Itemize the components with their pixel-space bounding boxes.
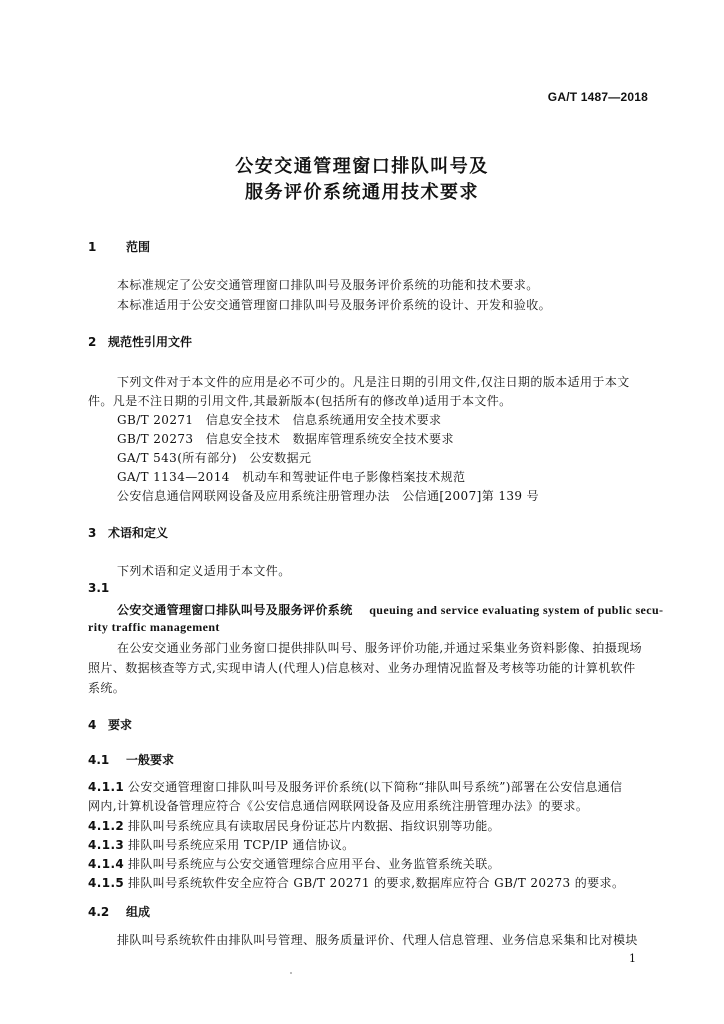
reference-item: 公安信息通信网联网设备及应用系统注册管理办法 公信通[2007]第 139 号 — [117, 489, 540, 503]
term-chinese: 公安交通管理窗口排队叫号及服务评价系统 — [117, 603, 353, 617]
scan-speck — [290, 972, 292, 974]
clause-text: 排队叫号系统应采用 TCP/IP 通信协议。 — [128, 838, 355, 852]
section-1-heading — [88, 238, 150, 255]
term-entry — [117, 601, 663, 618]
page-number: 1 — [629, 952, 636, 965]
composition-line1: 排队叫号系统软件由排队叫号管理、服务质量评价、代理人信息管理、业务信息采集和比对模块 — [117, 933, 638, 947]
section-number: 1 — [88, 240, 97, 254]
clause-text: 排队叫号系统应与公安交通管理综合应用平台、业务监管系统关联。 — [128, 857, 501, 871]
scope-paragraph-1: 本标准规定了公安交通管理窗口排队叫号及服务评价系统的功能和技术要求。 — [117, 278, 539, 292]
clause-4-1-2 — [88, 817, 500, 834]
clause-number: 4.1.3 — [88, 838, 125, 852]
definition-line3: 系统。 — [88, 681, 126, 695]
definition-line1: 在公安交通业务部门业务窗口提供排队叫号、服务评价功能,并通过采集业务资料影像、拍摄现场 — [117, 641, 643, 655]
subsection-4-1-heading — [88, 751, 174, 768]
clause-4-1-4 — [88, 855, 500, 872]
scope-paragraph-2: 本标准适用于公安交通管理窗口排队叫号及服务评价系统的设计、开发和验收。 — [117, 298, 552, 312]
clause-4-1-3 — [88, 836, 355, 853]
section-2-heading — [88, 333, 192, 350]
clause-number: 4.1.4 — [88, 857, 125, 871]
term-number: 3.1 — [88, 581, 110, 595]
reference-item: GB/T 20273 信息安全技术 数据库管理系统安全技术要求 — [117, 432, 454, 446]
reference-item: GB/T 20271 信息安全技术 信息系统通用安全技术要求 — [117, 413, 442, 427]
clause-4-1-5 — [88, 874, 624, 891]
section-title: 术语和定义 — [108, 526, 169, 540]
clause-number: 4.1.5 — [88, 876, 125, 890]
clause-text: 公安交通管理窗口排队叫号及服务评价系统(以下简称“排队叫号系统”)部署在公安信息通信 — [128, 780, 623, 794]
clause-4-1-1-continued: 网内,计算机设备管理应符合《公安信息通信网联网设备及应用系统注册管理办法》的要求。 — [88, 799, 589, 813]
section-title: 要求 — [108, 718, 133, 732]
term-english-line2: rity traffic management — [88, 620, 220, 634]
section-title: 范围 — [126, 240, 151, 254]
section-number: 3 — [88, 526, 97, 540]
document-title-line2: 服务评价系统通用技术要求 — [245, 182, 479, 203]
reference-item: GA/T 1134—2014 机动车和驾驶证件电子影像档案技术规范 — [117, 470, 466, 484]
subsection-title: 组成 — [126, 905, 151, 919]
term-english-continued — [88, 620, 220, 635]
definition-line2: 照片、数据核查等方式,实现申请人(代理人)信息核对、业务办理情况监督及考核等功能的计算机软件 — [88, 661, 636, 675]
terms-intro: 下列术语和定义适用于本文件。 — [117, 564, 291, 578]
section-4-heading — [88, 716, 132, 733]
section-number: 2 — [88, 335, 97, 349]
term-english: queuing and service evaluating system of public secu- — [369, 603, 664, 617]
subsection-title: 一般要求 — [126, 753, 175, 767]
subsection-number: 4.2 — [88, 905, 110, 919]
document-title-line1: 公安交通管理窗口排队叫号及 — [235, 156, 489, 177]
references-intro-line1: 下列文件对于本文件的应用是必不可少的。凡是注日期的引用文件,仅注日期的版本适用于本文 — [117, 375, 630, 389]
section-title: 规范性引用文件 — [108, 335, 193, 349]
subsection-number: 4.1 — [88, 753, 110, 767]
clause-number: 4.1.1 — [88, 780, 125, 794]
standard-code: GA/T 1487—2018 — [547, 90, 648, 104]
subsection-4-2-heading — [88, 903, 150, 920]
clause-text: 排队叫号系统软件安全应符合 GB/T 20271 的要求,数据库应符合 GB/T 20273 的要求。 — [128, 876, 625, 890]
reference-item: GA/T 543(所有部分) 公安数据元 — [117, 451, 312, 465]
clause-text: 排队叫号系统应具有读取居民身份证芯片内数据、指纹识别等功能。 — [128, 819, 501, 833]
section-number: 4 — [88, 718, 97, 732]
clause-4-1-1 — [88, 778, 622, 795]
section-3-heading — [88, 524, 168, 541]
references-intro-line2: 件。凡是不注日期的引用文件,其最新版本(包括所有的修改单)适用于本文件。 — [88, 394, 512, 408]
clause-number: 4.1.2 — [88, 819, 125, 833]
